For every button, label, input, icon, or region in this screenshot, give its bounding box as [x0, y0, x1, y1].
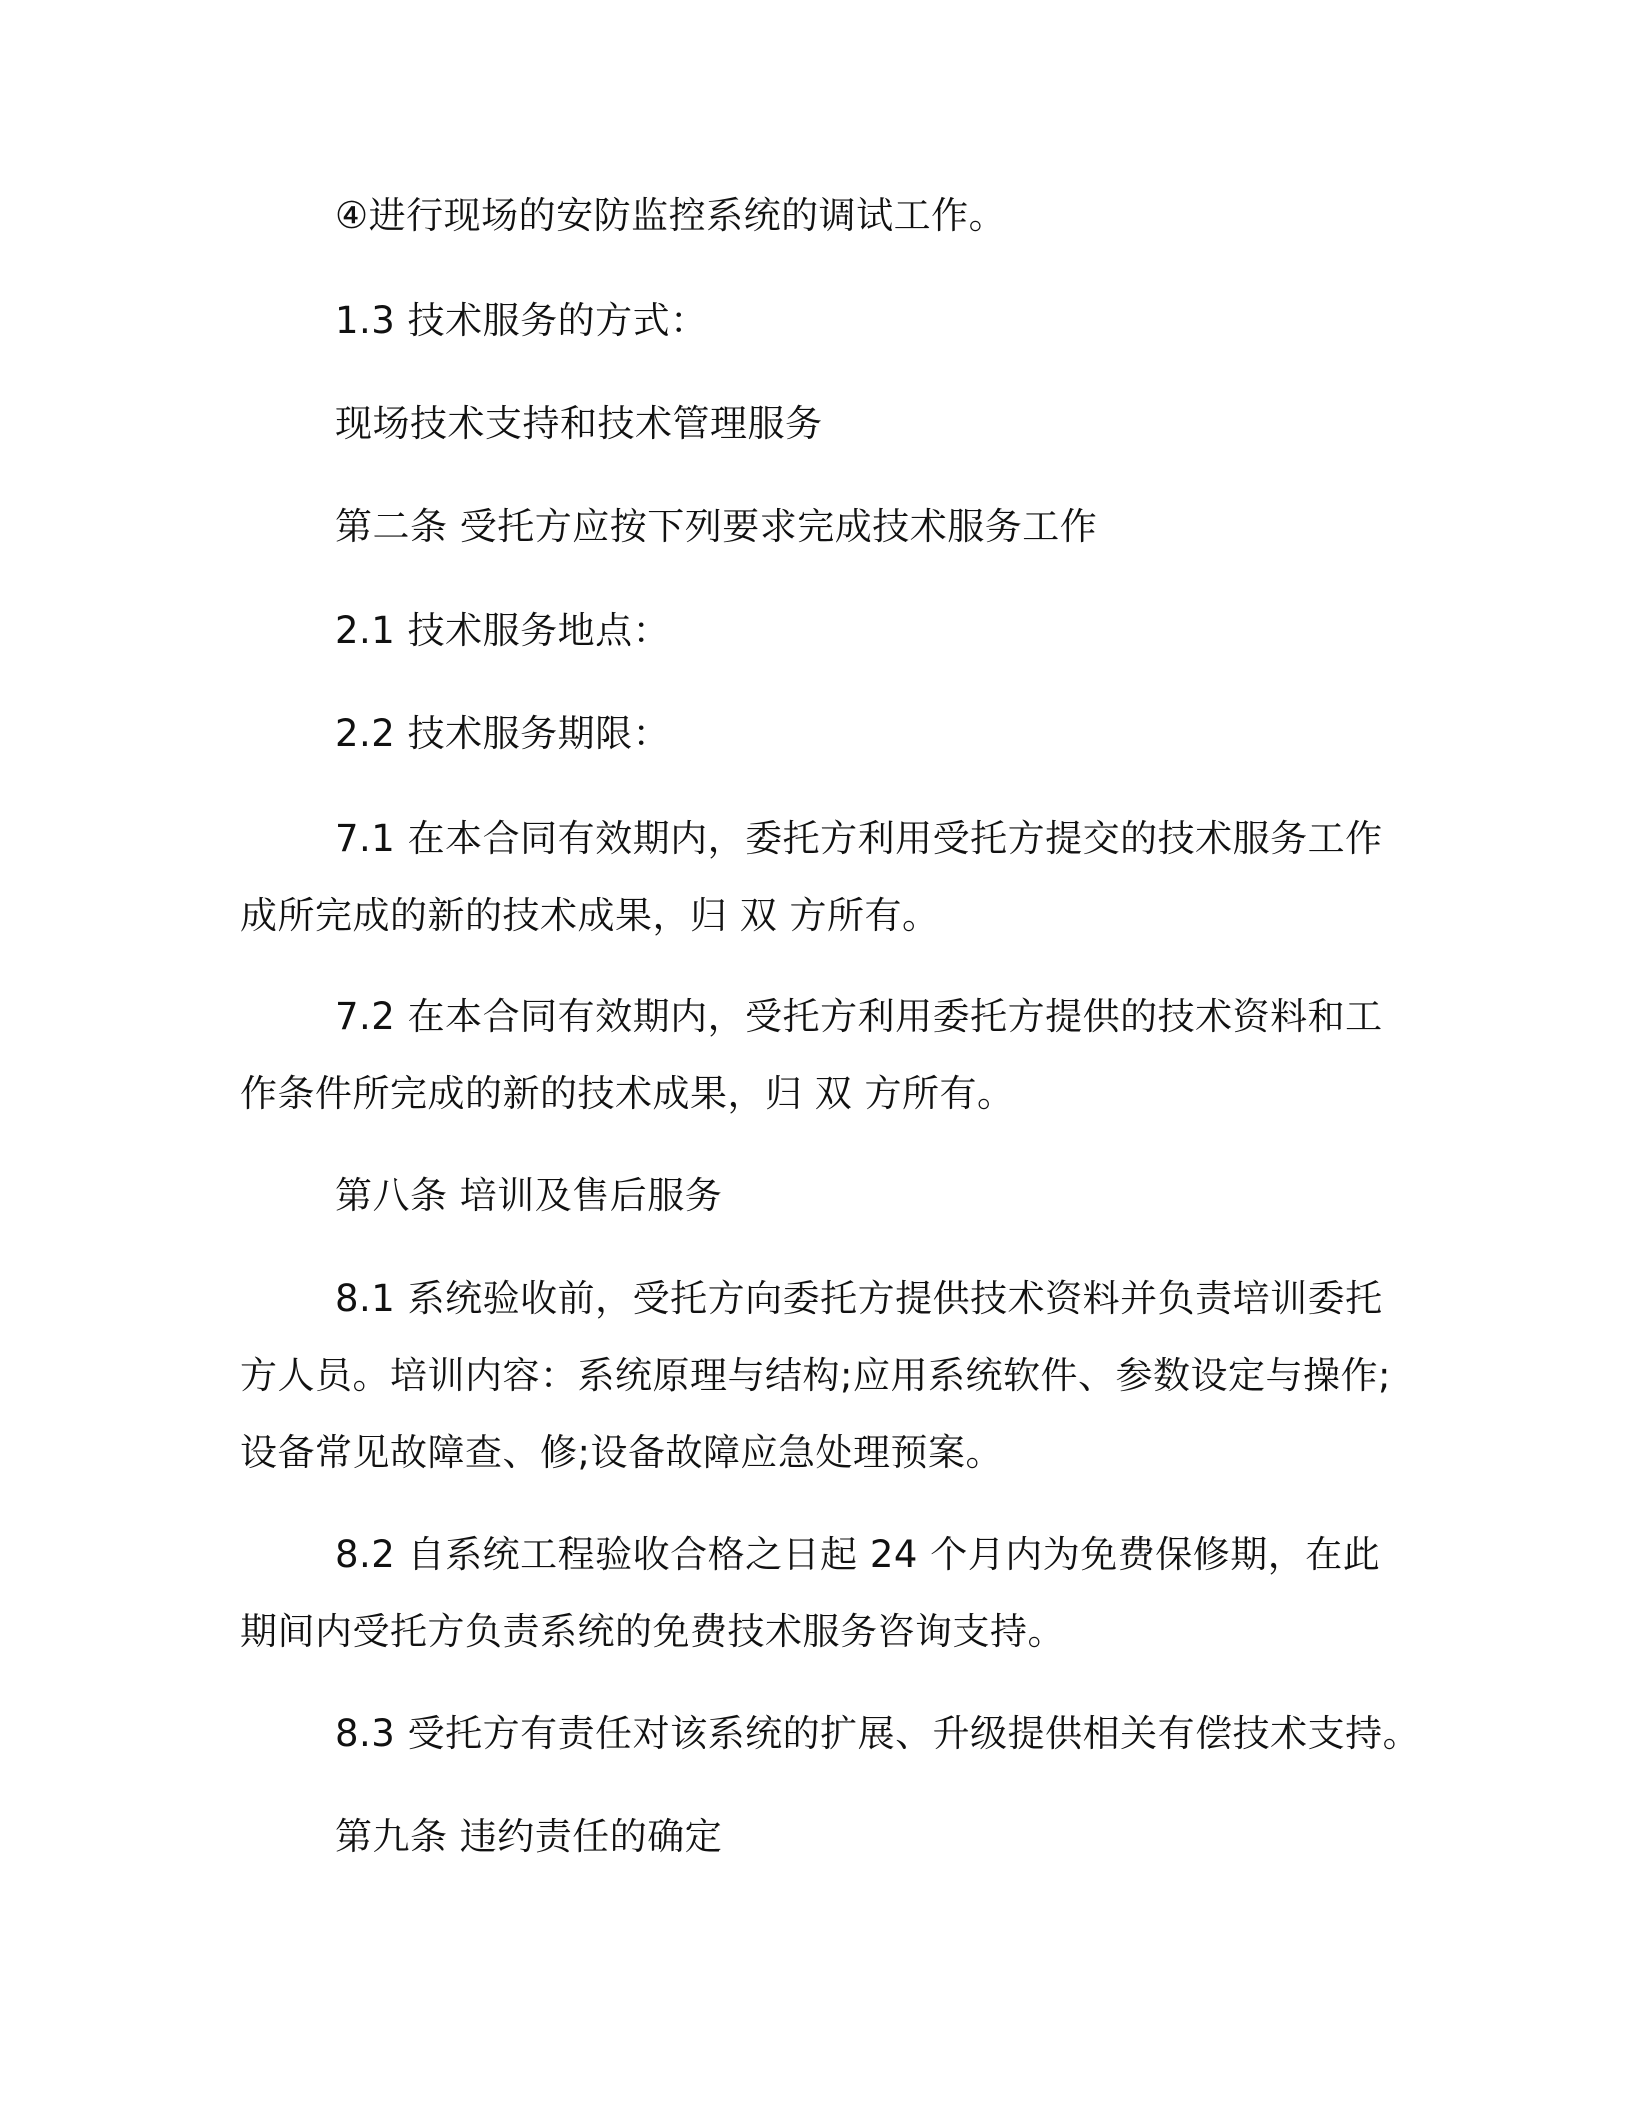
- paragraph-line: 8.2 自系统工程验收合格之日起 24 个月内为免费保修期，在此: [335, 1533, 1381, 1576]
- paragraph-line: 1.3 技术服务的方式：: [335, 299, 708, 342]
- section-heading: 第二条 受托方应按下列要求完成技术服务工作: [335, 505, 1098, 548]
- paragraph-line: 现场技术支持和技术管理服务: [335, 402, 823, 445]
- paragraph-line: 成所完成的新的技术成果，归 双 方所有。: [240, 894, 940, 937]
- paragraph-line: 设备常见故障查、修;设备故障应急处理预案。: [240, 1431, 1003, 1474]
- paragraph-line: 方人员。培训内容：系统原理与结构;应用系统软件、参数设定与操作;: [240, 1354, 1391, 1397]
- paragraph-line: 2.1 技术服务地点：: [335, 609, 671, 652]
- paragraph-line: 2.2 技术服务期限：: [335, 712, 671, 755]
- section-heading: 第八条 培训及售后服务: [335, 1174, 723, 1217]
- paragraph-line: 8.3 受托方有责任对该系统的扩展、升级提供相关有偿技术支持。: [335, 1712, 1421, 1755]
- paragraph-line: 作条件所完成的新的技术成果，归 双 方所有。: [240, 1072, 1015, 1115]
- paragraph-line: 7.2 在本合同有效期内，受托方利用委托方提供的技术资料和工: [335, 995, 1383, 1038]
- paragraph-line: 7.1 在本合同有效期内，委托方利用受托方提交的技术服务工作: [335, 817, 1383, 860]
- section-heading: 第九条 违约责任的确定: [335, 1815, 723, 1858]
- paragraph-line: 8.1 系统验收前，受托方向委托方提供技术资料并负责培训委托: [335, 1277, 1383, 1320]
- paragraph-line: 期间内受托方负责系统的免费技术服务咨询支持。: [240, 1610, 1065, 1653]
- paragraph-line: ④进行现场的安防监控系统的调试工作。: [335, 194, 1007, 237]
